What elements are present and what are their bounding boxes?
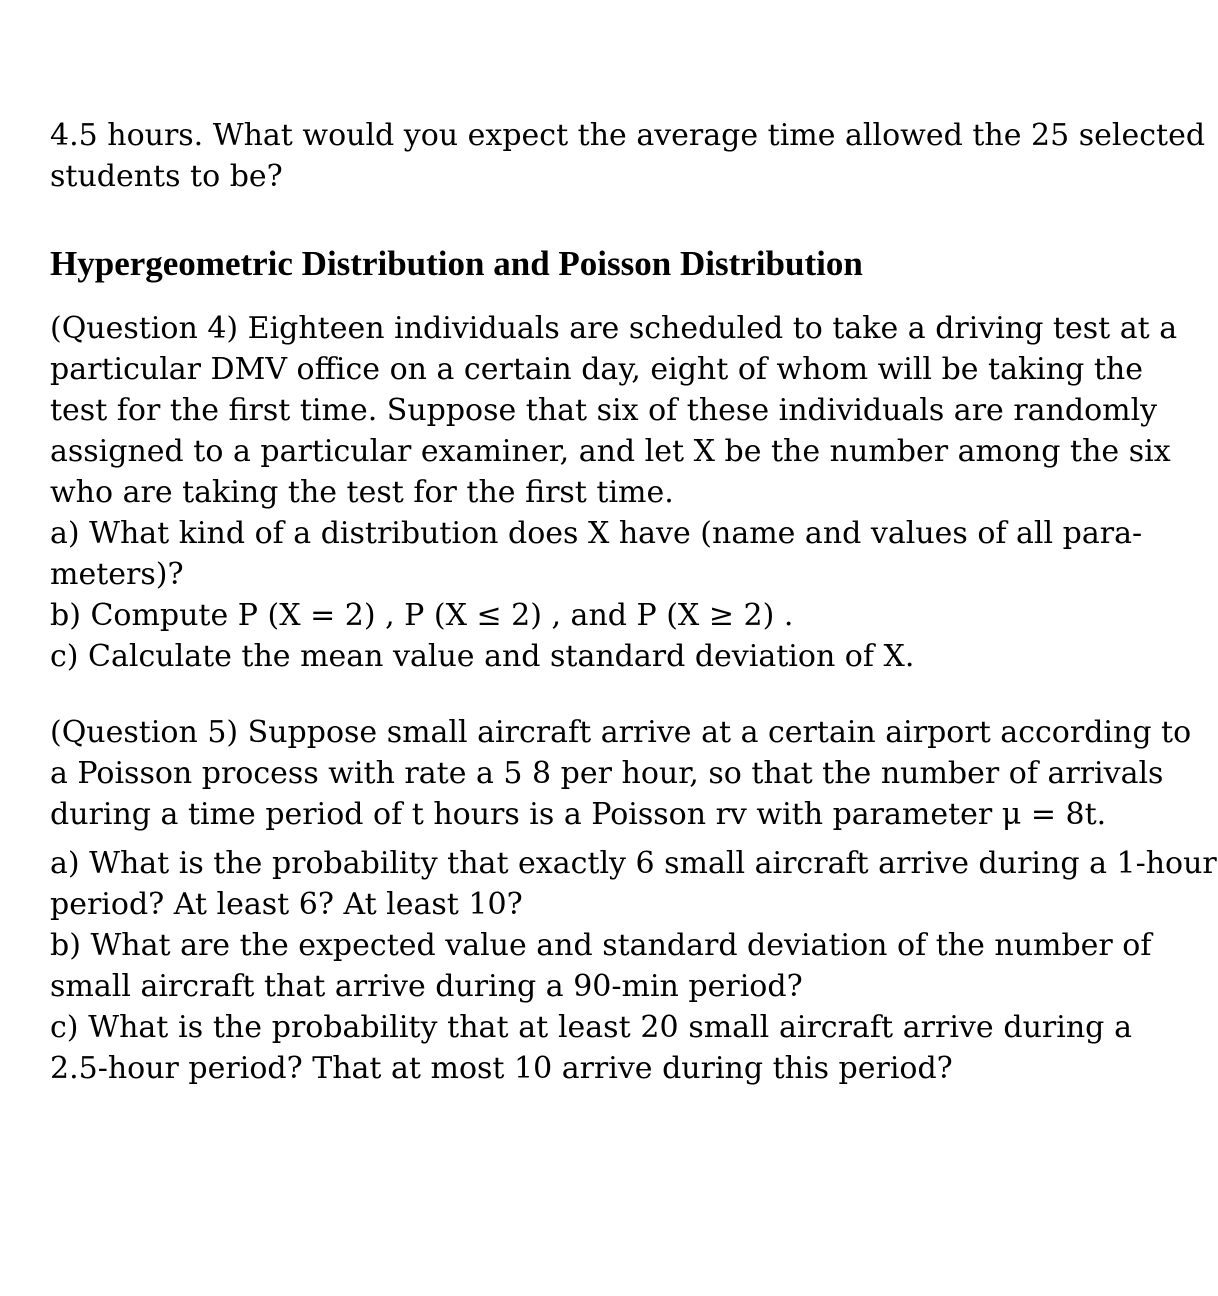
question-4-line-4: assigned to a particular examiner, and let X be the number among the six: [50, 434, 1171, 469]
question-4-part-a-line-2: meters)?: [50, 557, 184, 592]
question-5-part-b-line-1: b) What are the expected value and standard deviation of the number of: [50, 928, 1152, 963]
document-page: [50, 115, 1217, 1089]
intro-line-2: students to be?: [50, 159, 283, 194]
question-4-paragraph: [50, 308, 1178, 677]
section-heading: Hypergeometric Distribution and Poisson Distribution: [50, 244, 863, 283]
question-5-line-3: during a time period of t hours is a Poisson rv with parameter μ = 8t.: [50, 797, 1107, 832]
question-4-line-2: particular DMV office on a certain day, eight of whom will be taking the: [50, 352, 1143, 387]
question-4-part-c: c) Calculate the mean value and standard deviation of X.: [50, 639, 915, 674]
question-5-intro-paragraph: [50, 712, 1192, 835]
intro-line-1: 4.5 hours. What would you expect the average time allowed the 25 selected: [50, 118, 1206, 153]
question-5-part-c-line-2: 2.5-hour period? That at most 10 arrive during this period?: [50, 1051, 953, 1086]
question-4-line-1: (Question 4) Eighteen individuals are scheduled to take a driving test at a: [50, 311, 1178, 346]
question-5-part-b-line-2: small aircraft that arrive during a 90-min period?: [50, 969, 803, 1004]
question-5-parts-paragraph: [50, 843, 1217, 1089]
question-4-line-3: test for the first time. Suppose that six of these individuals are randomly: [50, 393, 1158, 428]
question-4-part-a-line-1: a) What kind of a distribution does X have (name and values of all para-: [50, 516, 1143, 551]
question-5-line-2: a Poisson process with rate a 5 8 per hour, so that the number of arrivals: [50, 756, 1164, 791]
question-5-part-a-line-2: period? At least 6? At least 10?: [50, 887, 523, 922]
question-4-line-5: who are taking the test for the first time.: [50, 475, 674, 510]
intro-paragraph: [50, 115, 1206, 197]
question-5-part-a-line-1: a) What is the probability that exactly 6 small aircraft arrive during a 1-hour: [50, 846, 1217, 881]
question-5-line-1: (Question 5) Suppose small aircraft arrive at a certain airport according to: [50, 715, 1192, 750]
question-5-part-c-line-1: c) What is the probability that at least 20 small aircraft arrive during a: [50, 1010, 1132, 1045]
question-4-part-b: b) Compute P (X = 2) , P (X ≤ 2) , and P (X ≥ 2) .: [50, 598, 794, 633]
